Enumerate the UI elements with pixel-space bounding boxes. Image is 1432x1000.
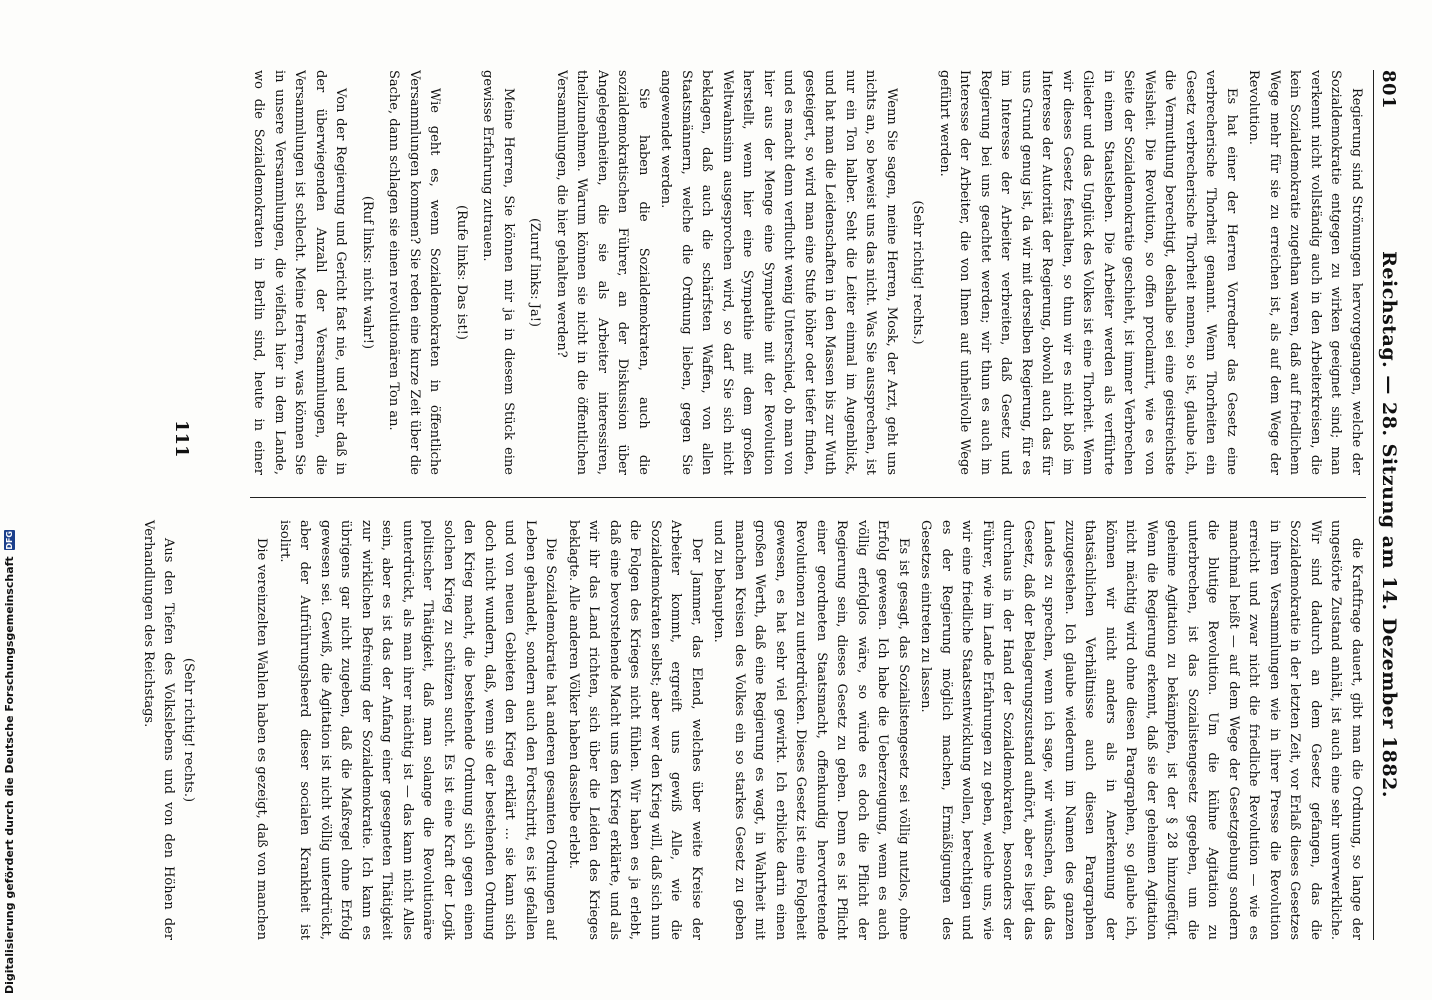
paragraph: Von der Regierung und Gericht fast nie, und sehr daß in der überwiegenden Anzahl der Versammlungen, die Versammlungen ist schlecht. Meine Herren, was können Sie in unsere Versammlungen, die vielfach hier in dem Lande, wo die Sozialdemokraten in Berlin sind, heute in einer	[251, 70, 349, 475]
paragraph: Der Jammer, das Elend, welches über weite Kreise der Arbeiter kommt, ergreift uns gewiß Alle, wie die Sozialdemokraten selbst; aber wer den Krieg will, daß sich nun die Folgen des Krieges nicht fühlen. Wir haben es ja erlebt, daß eine bevorstehende Macht uns den Krieg erklärte, und als wir ihr das Land richten, sich über die Leiden des Krieges beklagte. Alle anderen Völker haben dasselbe erlebt.	[566, 520, 704, 940]
interjection: (Sehr richtig! rechts.)	[181, 657, 196, 803]
credit-text: Digitalisierung gefördert durch die Deutsche Forschungsgemeinschaft	[2, 556, 16, 994]
paragraph: Die Sozialdemokratie hat anderen gesamten Ordnungen auf Leben gehandelt, sondern auch den Fortschritt, es ist gefallen und von neuen Gebieten den Krieg erklärt ... sie kann sich doch nicht wundern, daß, wenn sie der bestehenden Ordnung den Krieg macht, die bestehende Ordnung sich gegen einen solchen Krieg zu schützen sucht. Es ist eine Kraft der Logik politischer Thätigkeit, daß man solange die Revolutionäre unterdrückt, als man ihrer mächtig ist — das kann nicht Alles sein, aber es ist das der Anfang einer gesegneten Thätigkeit zur wirklichen Befreiung der Sozialdemokratie. Ich kann es übrigens gar nicht zugeben, daß die Maßregel ohne Erfolg gewesen sei. Gewiß, die Agitation ist nicht völlig unterdrückt, aber der Aufrührungsheerd dieser socialen Krankheit ist isolirt.	[277, 520, 559, 940]
interjection: (Rufe links: Das ist!)	[454, 205, 469, 340]
page-number: 801	[1378, 70, 1399, 110]
right-column-footer	[138, 520, 202, 940]
right-column	[250, 520, 1366, 940]
page-header	[1378, 70, 1412, 940]
digitization-credit	[2, 530, 16, 994]
paragraph: die Kraftfrage dauert, gibt man die Ordnung, so lange der ungestörte Zustand anhält, ist auch eine sehr unverwerkliche. Wir sind dadurch an dem Gesetz gefangen, das die Sozialdemokratie in der letzten Zeit, vor Erlaß dieses Gesetzes in ihren Versammlungen wie in ihrer Presse die Revolution erreicht und zwar nicht die friedliche Revolution — wie es manchmal heißt — auf dem Wege der Gesetzgebung sondern die blutige Revolution. Um die kühne Agitation zu unterbrechen, ist das Sozialistengesetz gegeben, um die geheime Agitation zu bekämpfen, ist der § 28 hinzugefügt. Wenn die Regierung erkennt, daß sie der geheimen Agitation nicht mächtig wird ohne diesen Paragraphen, so glaube ich, können wir nicht anders als in Anerkennung der thatsächlichen Verhältnisse auch diesen Paragraphen zuzugestehen. Ich glaube wiederum im Namen des ganzen Landes zu sprechen, wenn ich sage, wir wünschen, daß das Gesetz, daß der Belagerungszustand aufhört, aber es liegt das durchaus in der Hand der Sozialdemokraten, besonders der Führer, wie im Lande Erfahrungen zu geben, welche uns, wie wir eine friedliche Staatsentwicklung wollen, berechtigen und es der Regierung möglich machen, Ermäßigungen des Gesetzes eintreten zu lassen.	[918, 520, 1364, 940]
paragraph: Sie haben die Sozialdemokraten, auch die sozialdemokratischen Führer, an der Diskussion über Angelegenheiten, die sie als Arbeiter interessiren, theilzunehmen. Warum können sie nicht in die öffentlichen Versammlungen, die hier gehalten werden?	[554, 70, 651, 475]
paragraph: Die vereinzelten Wahlen haben es gezeigt, daß von manchen	[254, 538, 270, 940]
paragraph: Meine Herren, Sie können mir ja in diesem Stück eine gewisse Erfahrung zutrauen.	[480, 70, 516, 475]
dfg-logo-icon: DFG	[4, 531, 14, 550]
header-rule	[1373, 70, 1374, 940]
interjection: (Ruf links: nicht wahr!)	[360, 195, 375, 350]
paragraph: Regierung sind Strömungen hervorgegangen, welche der Sozialdemokratie entgegen zu wirken geeignet sind; man verkennt nicht vollständig auch in den Arbeiterkreisen, die kein Sozialdemokratie zugethan waren, daß auf friedlichem Wege mehr für sie zu erreichen ist, als auf dem Wege der Revolution.	[1246, 70, 1364, 475]
left-column	[250, 70, 1366, 475]
paragraph: Wenn Sie sagen, meine Herren, Mosk, der Arzt, geht uns nichts an, so beweist uns das nicht. Was Sie aussprechen, ist nur ein Ton halber. Seht die Leiter einmal im Augenblick, und hat man die Leidenschaften in den Massen bis zur Wuth gesteigert, so wird man eine Stufe höher oder tiefer finden, und es macht denn verflucht wenig Unterschied, ob man von hier aus der Menge eine Sympathie mit der Revolution herstellt, wenn hier eine Sympathie mit dem großen Weltwahnsinn ausgesprochen wird, so darf Sie sich nicht beklagen, daß auch die schärfsten Waffen, von allen Staatsmännern, welche die Ordnung lieben, gegen Sie angewendet werden.	[658, 70, 899, 475]
interjection: (Zuruf links: Ja!)	[527, 217, 543, 327]
interjection: (Sehr richtig! rechts.)	[910, 200, 926, 345]
column-divider	[250, 497, 1366, 498]
sheet-number: 111	[171, 420, 192, 458]
paragraph: Aus den Tiefen des Volkslebens und von den Höhen der Verhandlungen des Reichstags.	[141, 520, 176, 940]
paragraph: Es ist gesagt, das Sozialistengesetz sei völlig nutzlos, ohne Erfolg gewesen. Ich habe die Ueberzeugung, wenn es auch völlig erfolglos wäre, so würde es doch die Pflicht der Regierung sein, dieses Gesetz zu geben. Denn es ist Pflicht einer geordneten Staatsmacht, offenkundig hervortretende Revolutionen zu unterdrücken. Dieses Gesetz ist eine Folgeheit gewesen, es hat sehr viel gewirkt. Ich erblicke darin einen großen Werth, daß eine Regierung es wagt, in Wahrheit mit manchen Kreisen des Volkes ein so starkes Gesetz zu geben und zu behaupten.	[711, 520, 911, 940]
paragraph: Wie geht es, wenn Sozialdemokraten in öffentliche Versammlungen kommen? Sie reden eine kurze Zeit über die Sache, dann schlagen sie einen revolutionären Ton an.	[386, 70, 443, 475]
paragraph: Es hat einer der Herren Vorredner das Gesetz eine verbrecherische Thorheit genannt. Wenn Thorheiten ein Gesetz verbrecherische Thorheit nennen, so ist, glaube ich, die Vermuthung berechtigt, deshalbe sei eine geistreichste Weisheit. Die Revolution, so offen proclamirt, wie es von Seite der Sozialdemokratie geschieht, ist immer Verbrechen in einem Staatsleben. Die Arbeiter werden als verführte Glieder und das Unglück des Volkes ist eine Thorheit. Wenn wir dieses Gesetz festhalten, so thun wir es nicht bloß im Interesse der Autorität der Regierung, obwohl auch das für uns Grund genug ist, da wir mit derselben Regierung, für es im Interesse der Arbeiter verbreiten, daß Gesetz und Regierung bei uns geachtet werden; wir thun es auch im Interesse der Arbeiter, die von Ihnen auf unheilvolle Wege geführt werden.	[937, 70, 1239, 475]
running-title: Reichstag. — 28. Sitzung am 14. Dezember 1882.	[1378, 251, 1400, 798]
